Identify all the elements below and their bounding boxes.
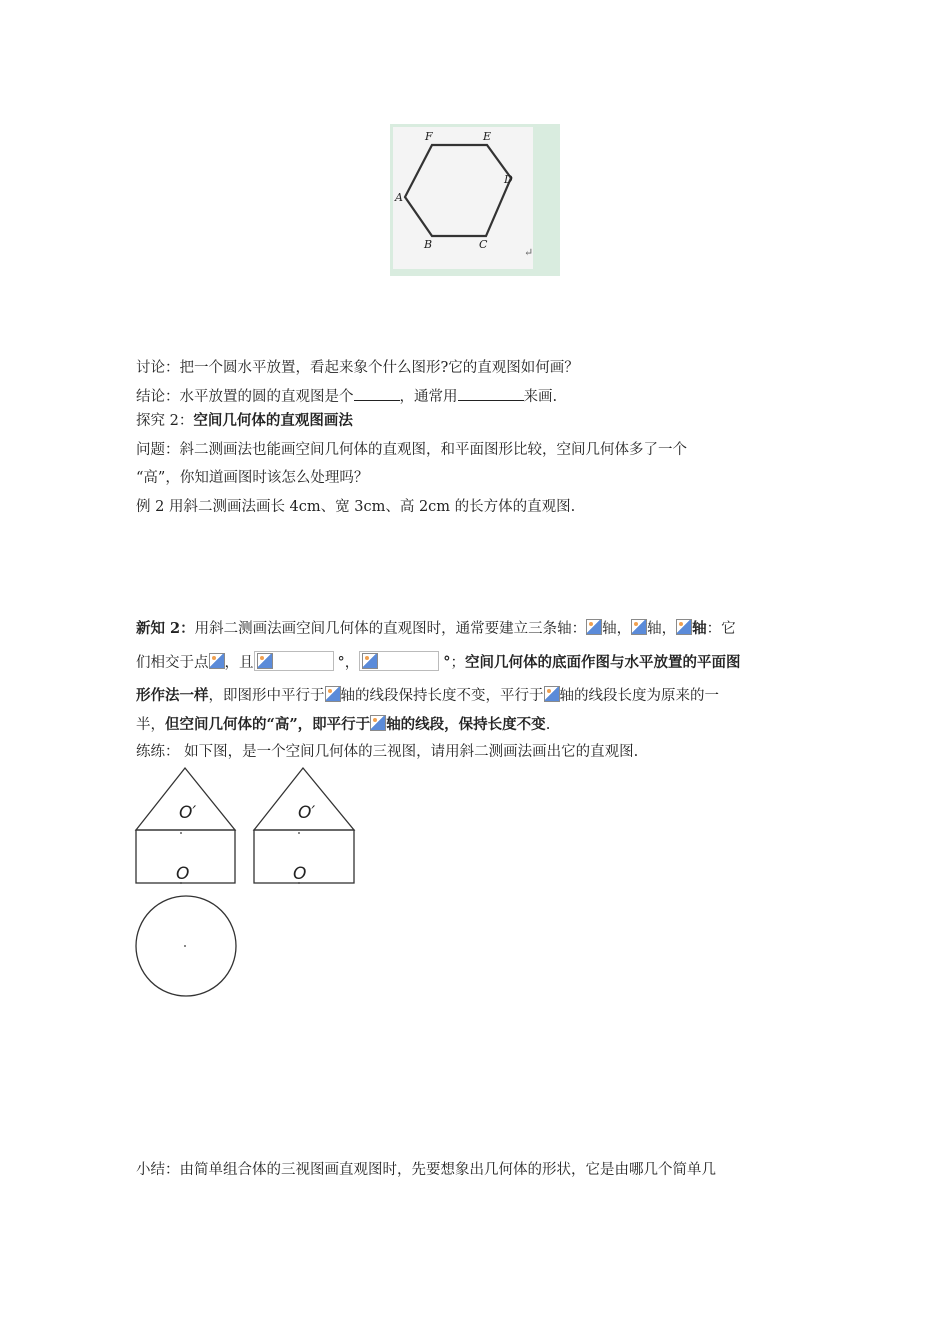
new-knowledge-line-3 — [136, 686, 719, 706]
x-axis-image-icon-2 — [325, 686, 341, 702]
half-length-text: 轴的线段长度为原来的一 — [559, 688, 719, 704]
new-knowledge-label: 新知 2： — [136, 620, 195, 637]
question-line-2: “高”，你知道画图时该怎么处理吗？ — [136, 470, 369, 486]
length-unchanged-text: 轴的线段保持长度不变，平行于 — [340, 688, 544, 704]
summary-line: 小结：由简单组合体的三视图画直观图时，先要想象出几何体的形状，它是由哪几个简单几 — [136, 1162, 716, 1178]
comma-3: ， — [344, 655, 360, 671]
explore-2-prefix: 探究 2： — [136, 413, 194, 429]
vertex-label-f: F — [425, 130, 433, 143]
height-rule-text: 但空间几何体的“高”，即平行于 — [165, 716, 371, 733]
answer-blank-1[interactable] — [354, 385, 400, 401]
axis-word-x: 轴 — [602, 621, 617, 637]
height-unchanged-text: 轴的线段，保持长度不变 — [386, 716, 546, 733]
x-axis-image-icon — [586, 619, 602, 635]
angle-formula-box-1 — [254, 651, 334, 671]
and-text: ，且 — [224, 655, 254, 671]
hexagon-drawing — [390, 124, 560, 276]
conclusion-text-c: 来画. — [523, 389, 558, 405]
front-view-dot-1 — [180, 832, 182, 834]
intersect-text: 们相交于点 — [136, 655, 209, 671]
y-axis-image-icon-2 — [544, 686, 560, 702]
practice-line: 练练： 如下图，是一个空间几何体的三视图，请用斜二测画法画出它的直观图. — [136, 744, 639, 760]
discussion-line: 讨论：把一个圆水平放置，看起来象个什么图形?它的直观图如何画？ — [136, 360, 579, 376]
return-mark: ↵ — [524, 246, 534, 259]
comma-1: ， — [616, 621, 632, 637]
degree-mark-2: ° — [443, 654, 451, 671]
conclusion-line — [136, 385, 557, 407]
y-axis-image-icon — [631, 619, 647, 635]
three-views-drawing — [130, 764, 370, 1004]
axis-word-y: 轴 — [647, 621, 662, 637]
vertex-label-b: B — [424, 238, 433, 251]
vertex-label-a: A — [395, 191, 403, 204]
base-drawing-rule: 空间几何体的底面作图与水平放置的平面图 — [465, 654, 741, 671]
vertex-label-c: C — [479, 238, 488, 251]
new-knowledge-line-4 — [136, 715, 550, 735]
front-view-label-o: O — [176, 864, 190, 884]
top-view-center-dot — [184, 945, 186, 947]
answer-blank-2[interactable] — [458, 385, 524, 401]
z-axis-image-icon — [676, 619, 692, 635]
example-2-line: 例 2 用斜二测画法画长 4cm、宽 3cm、高 2cm 的长方体的直观图. — [136, 499, 576, 515]
explore-2-heading — [136, 411, 353, 431]
side-view-label-o: O — [293, 864, 307, 884]
comma-2: ， — [661, 621, 677, 637]
vertex-label-e: E — [483, 130, 492, 143]
z-axis-image-icon-2 — [370, 715, 386, 731]
conclusion-text-b: ，通常用 — [399, 389, 458, 405]
side-view-dot-1 — [298, 832, 300, 834]
side-view-label-o-prime: O′ — [298, 803, 316, 823]
new-knowledge-text: 用斜二测画法画空间几何体的直观图时，通常要建立三条轴： — [194, 621, 587, 637]
angle-formula-image-icon-1 — [257, 653, 273, 669]
angle-formula-box-2 — [359, 651, 439, 671]
front-view-label-o-prime: O′ — [179, 803, 197, 823]
same-method-text: 形作法一样 — [136, 687, 209, 704]
hexagon-shape — [405, 145, 511, 236]
new-knowledge-line-2 — [136, 651, 741, 673]
new-knowledge-line-1 — [136, 619, 736, 639]
origin-point-image-icon — [209, 653, 225, 669]
period: . — [545, 717, 551, 733]
half-text: 半， — [136, 717, 165, 733]
vertex-label-d: D — [504, 173, 513, 186]
hexagon-figure — [390, 124, 560, 276]
question-line-1: 问题：斜二测画法也能画空间几何体的直观图，和平面图形比较，空间几何体多了一个 — [136, 442, 687, 458]
top-view-circle — [136, 896, 236, 996]
conclusion-text-a: 结论：水平放置的圆的直观图是个 — [136, 389, 354, 405]
axis-word-z: 轴 — [692, 620, 707, 637]
explore-2-title: 空间几何体的直观图画法 — [193, 412, 353, 429]
parallel-text-1: ，即图形中平行于 — [208, 688, 325, 704]
new-knowledge-tail-1: ：它 — [706, 621, 736, 637]
semicolon: ； — [450, 655, 465, 671]
angle-formula-image-icon-2 — [362, 653, 378, 669]
degree-mark-1: ° — [337, 655, 345, 671]
